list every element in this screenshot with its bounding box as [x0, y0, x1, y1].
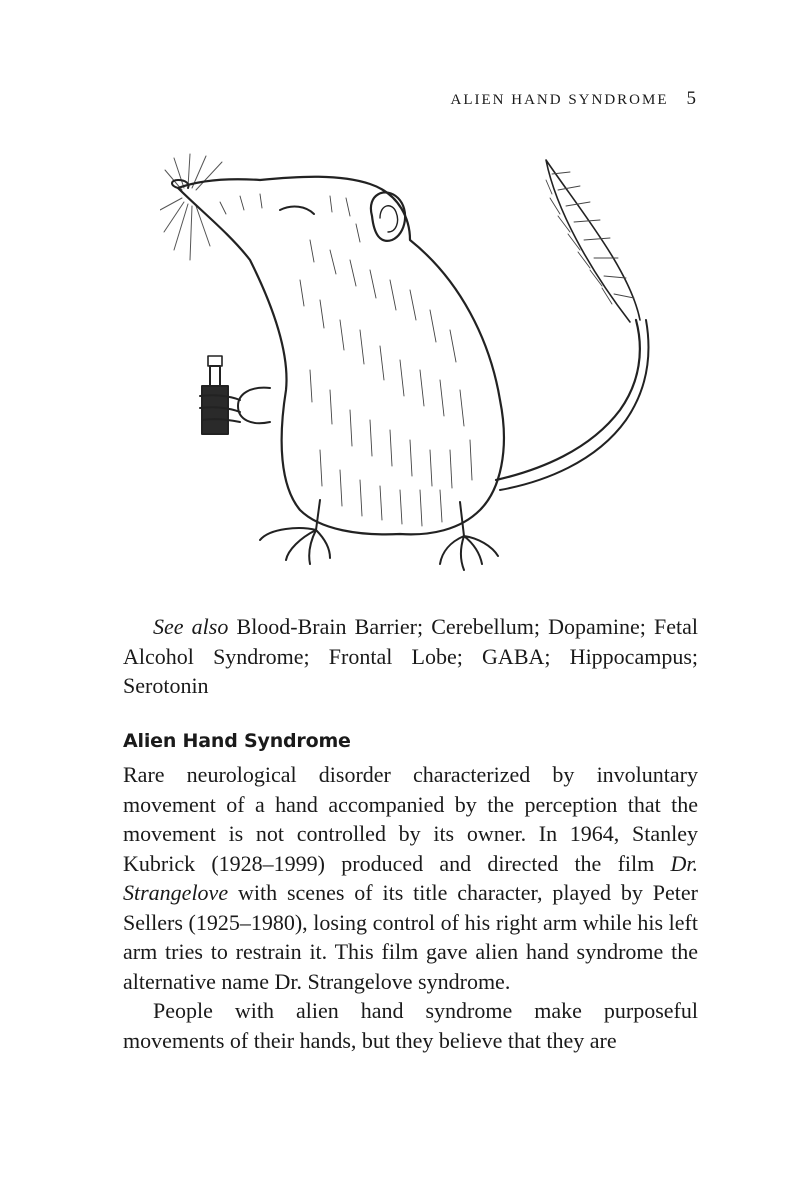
running-head — [451, 88, 697, 110]
rat-holding-bottle-icon — [160, 150, 660, 580]
entry-text: with scenes of its title character, played by Peter Sellers (1925–1980), losing control of his right arm while his left arm tries to restrain it. This film gave alien hand syndrome the alternative name Dr. Strangelove syndrome. — [123, 880, 698, 994]
entry-paragraph — [123, 760, 698, 996]
entry-heading: Alien Hand Syndrome — [123, 730, 351, 752]
entry-body — [123, 760, 698, 1055]
see-also-paragraph — [123, 612, 698, 701]
see-also-entries: Blood-Brain Barrier; Cerebellum; Dopamine; Fetal Alcohol Syndrome; Frontal Lobe; GABA; Hippocampus; Serotonin — [123, 614, 699, 698]
entry-text: Rare neurological disorder characterized by involuntary movement of a hand accompanied by the perception that the movement is not controlled by its owner. In 1964, Stanley Kubrick (1928–1999) produced and directed the film — [123, 762, 698, 876]
running-head-title: ALIEN HAND SYNDROME — [450, 92, 669, 108]
see-also-lead: See also — [153, 614, 229, 639]
film-title: Dr. Strangelove — [123, 850, 698, 905]
page-number: 5 — [686, 88, 696, 109]
entry-paragraph: People with alien hand syndrome make purposeful movements of their hands, but they believe that they are — [123, 998, 698, 1053]
